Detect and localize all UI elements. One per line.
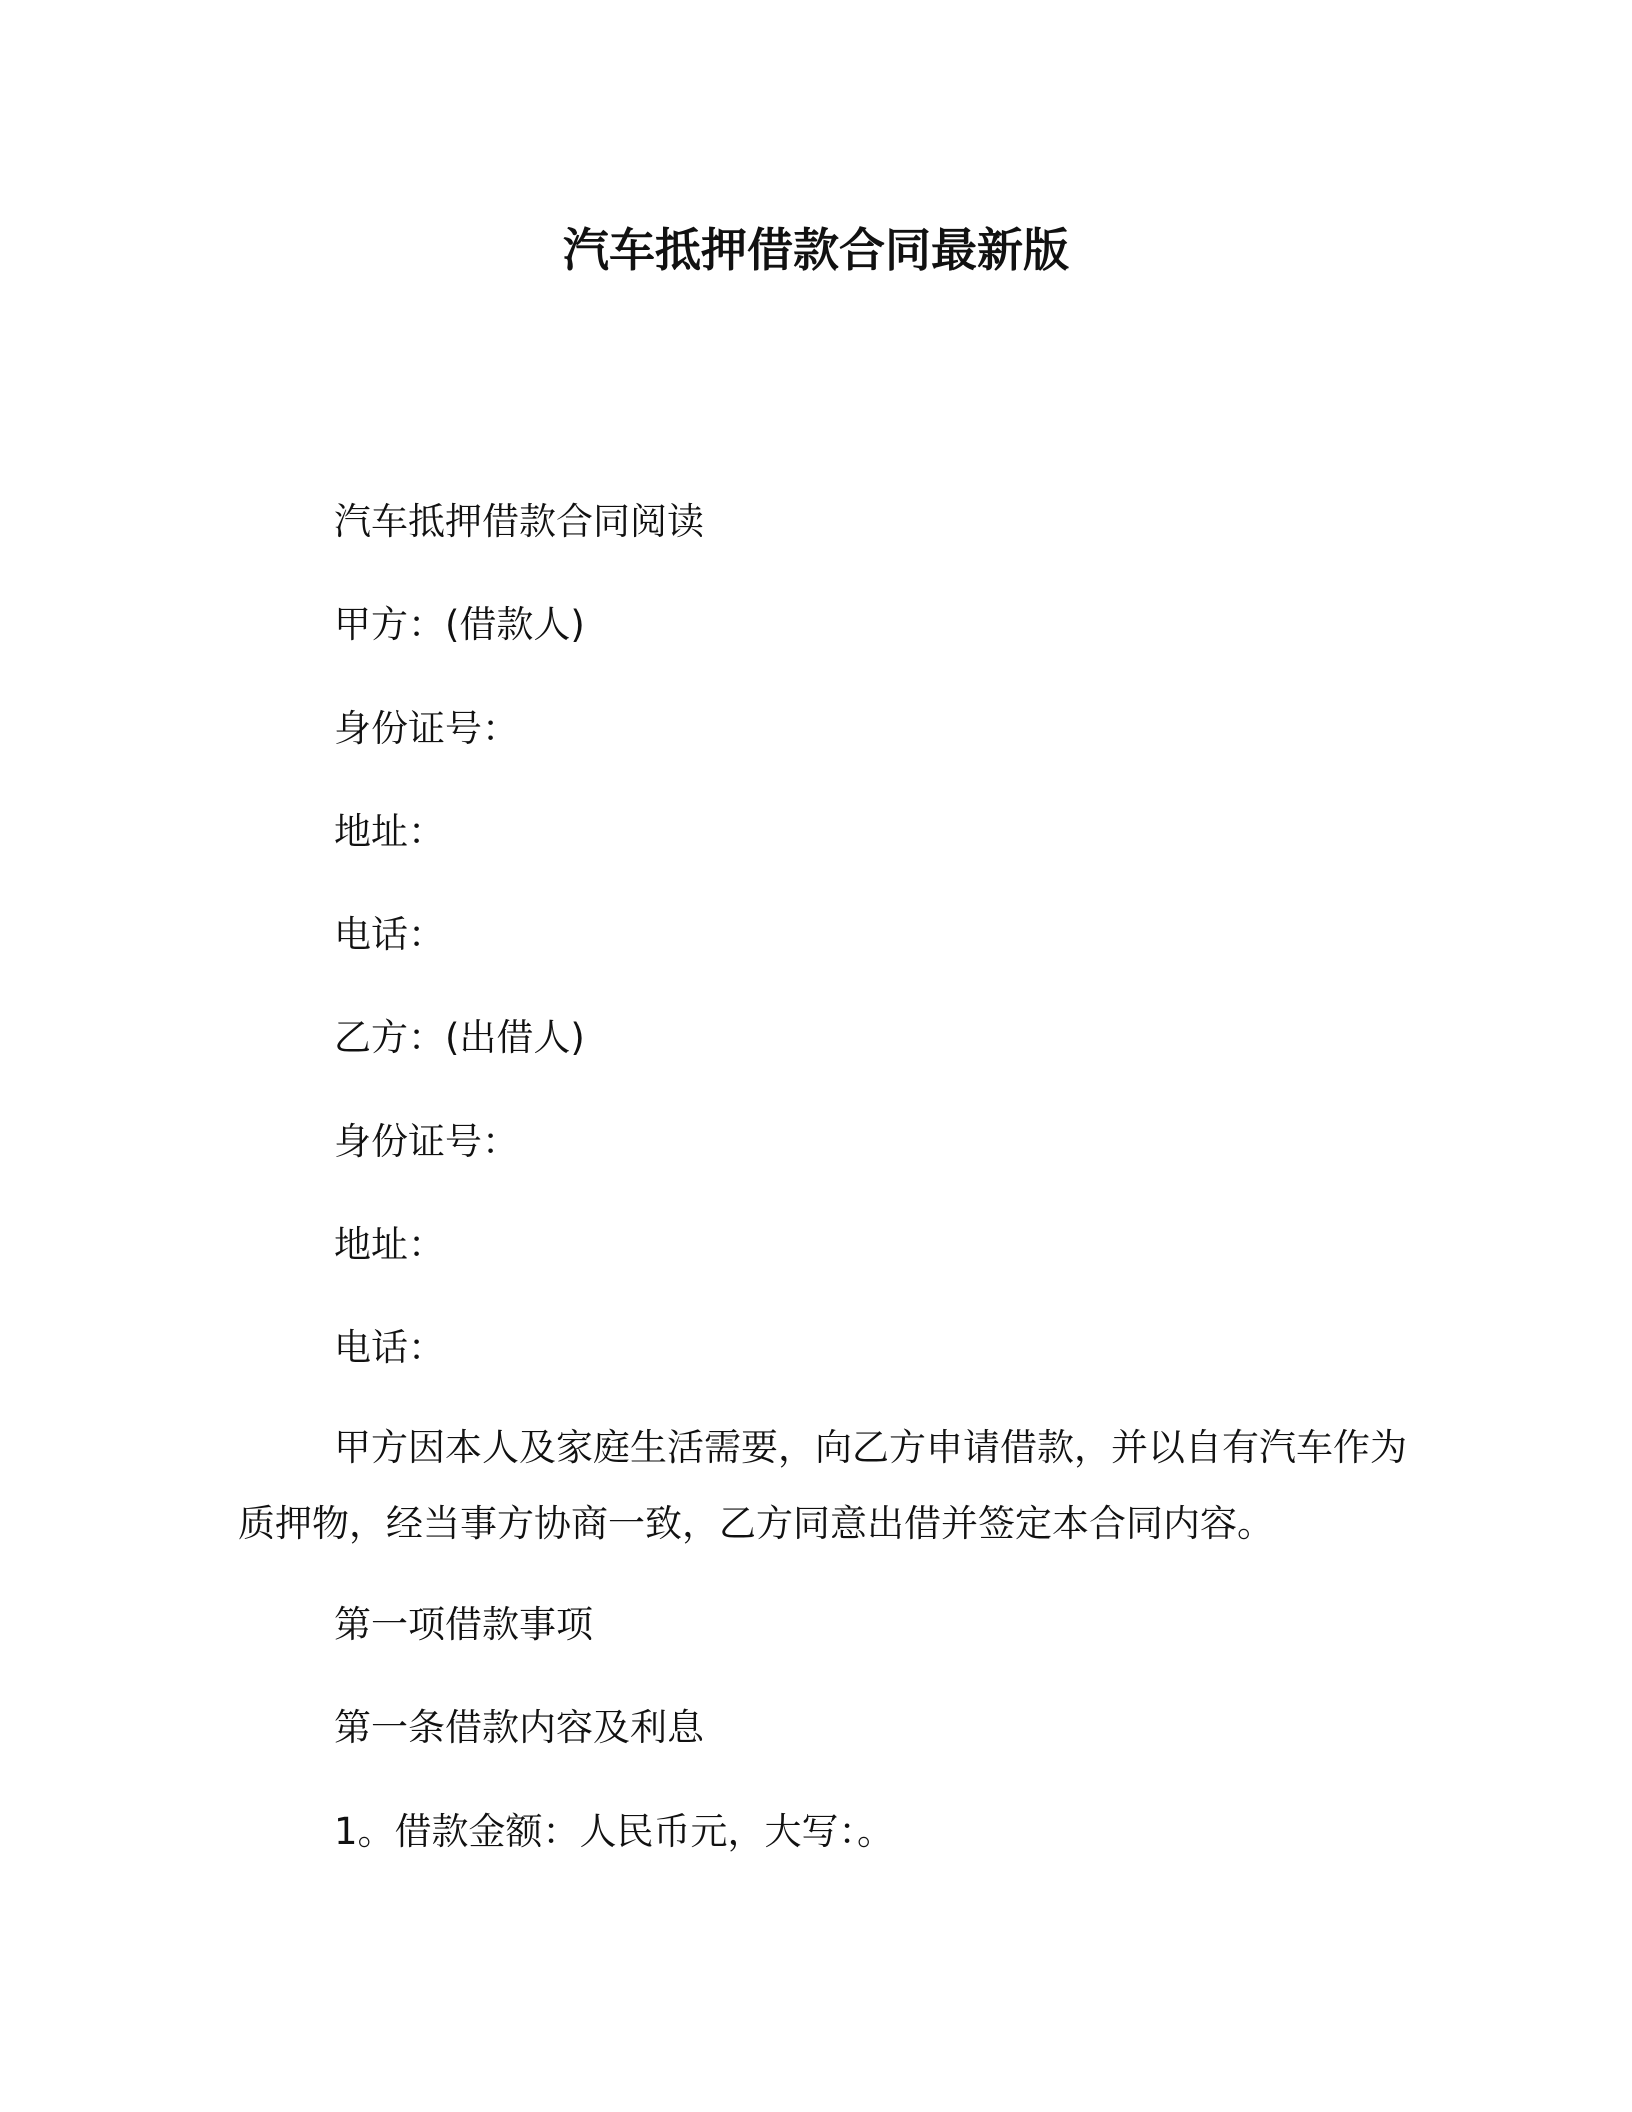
document-title: 汽车抵押借款合同最新版 [563, 223, 1069, 277]
party-a-label: 甲方：(借款人) [334, 603, 585, 646]
party-b-label: 乙方：(出借人) [334, 1016, 585, 1059]
party-a-phone: 电话： [334, 913, 445, 956]
party-b-phone: 电话： [334, 1326, 445, 1369]
party-a-address: 地址： [334, 810, 445, 853]
section-heading: 第一项借款事项 [334, 1603, 593, 1646]
contract-preamble: 甲方因本人及家庭生活需要，向乙方申请借款，并以自有汽车作为质押物，经当事方协商一致，乙方同意出借并签定本合同内容。 [238, 1426, 1407, 1545]
loan-amount-item: 1。借款金额：人民币元，大写：。 [334, 1810, 895, 1853]
party-b-id-number: 身份证号： [334, 1120, 519, 1163]
article-heading: 第一条借款内容及利息 [334, 1706, 704, 1749]
party-a-id-number: 身份证号： [334, 707, 519, 750]
party-b-address: 地址： [334, 1223, 445, 1266]
document-subtitle: 汽车抵押借款合同阅读 [334, 500, 704, 543]
